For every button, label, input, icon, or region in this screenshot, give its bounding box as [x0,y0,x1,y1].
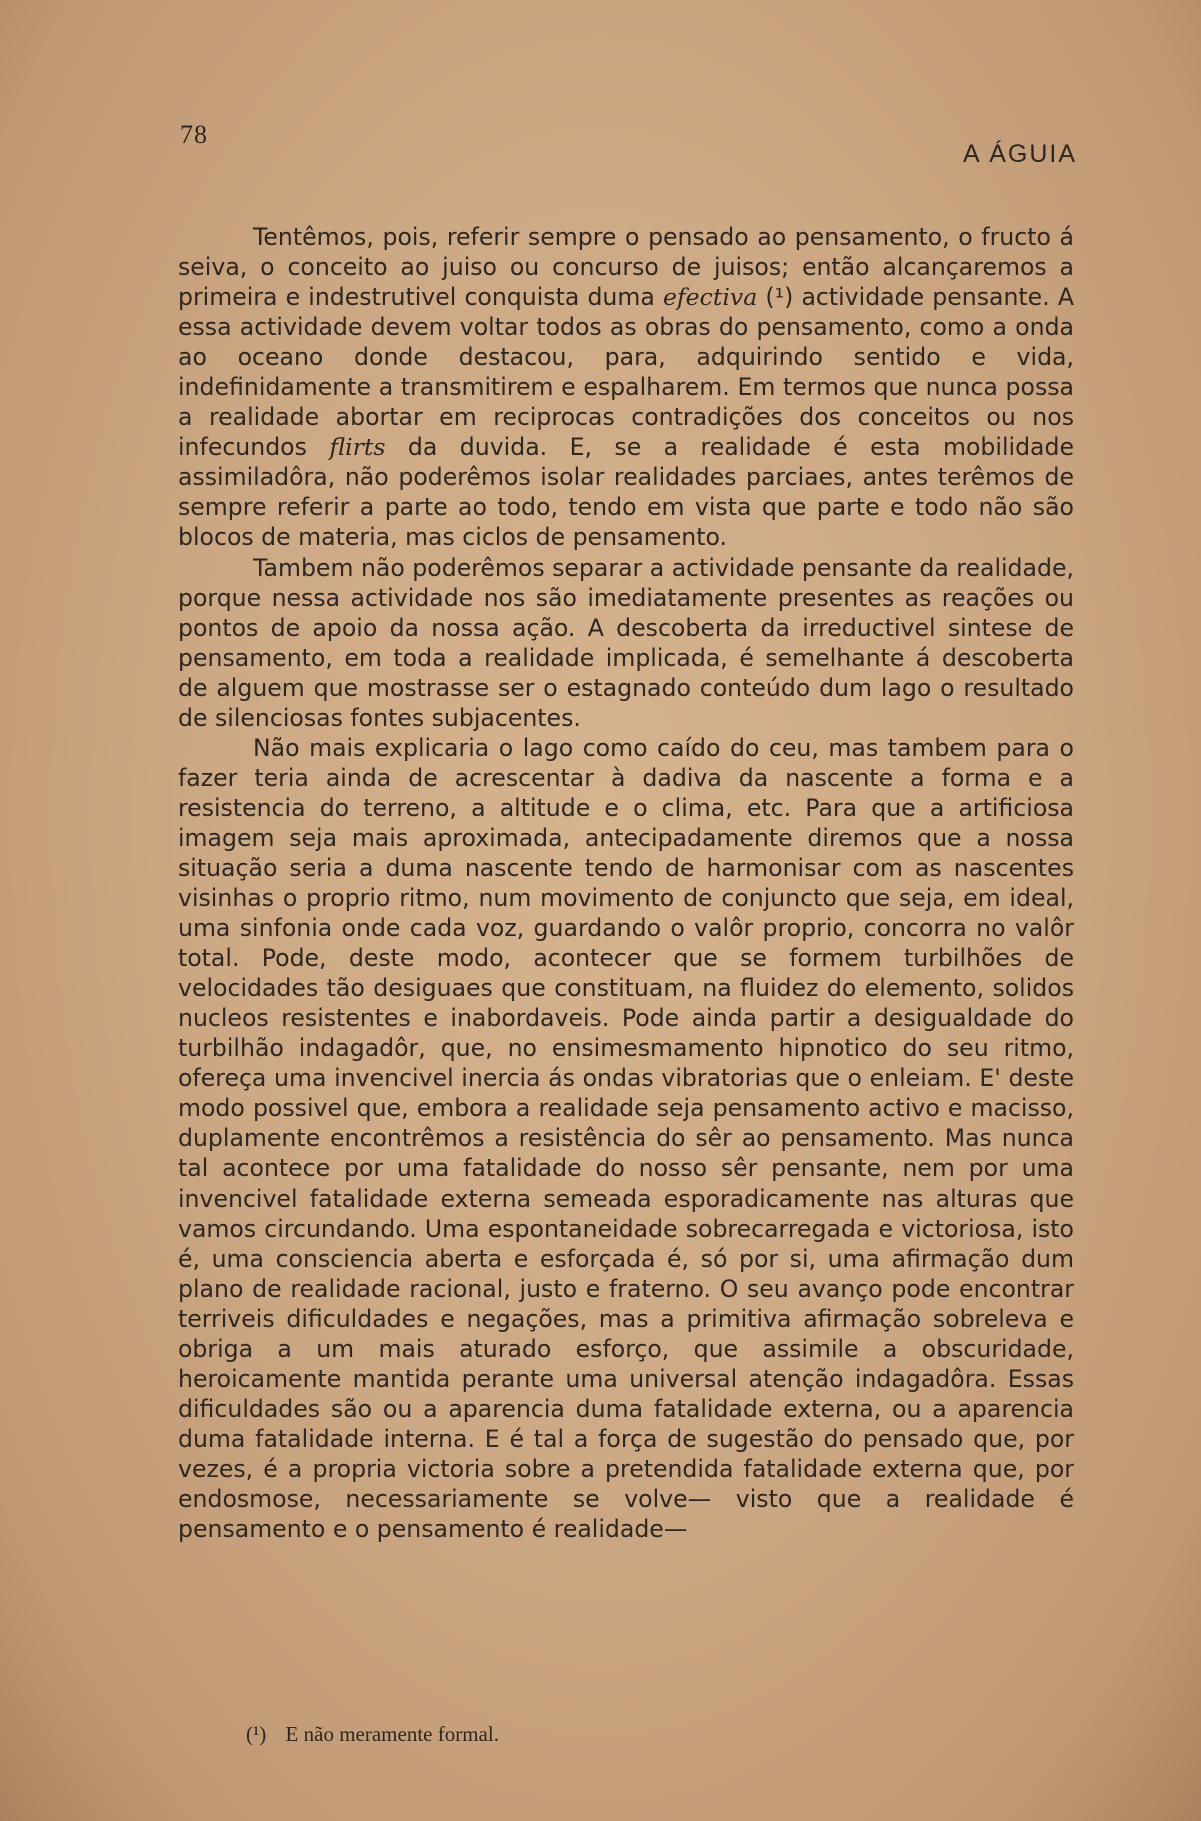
page-number: 78 [180,120,208,149]
journal-title: A ÁGUIA [962,140,1077,168]
footnote [246,1722,499,1747]
p1-italic-flirts: flirts [329,433,386,462]
footnote-mark: (¹) [246,1722,267,1746]
paragraph-1 [178,222,1074,553]
footnote-text: E não meramente formal. [285,1722,499,1746]
paragraph-2: Tambem não poderêmos separar a actividade pensante da realidade, porque nessa actividade nos são imediatamente presentes as reações ou pontos de apoio da nossa ação. A descoberta da irreductivel sintese de pensamento, em toda a realidade implicada, é semelhante á descoberta de alguem que mostrasse ser o estagnado conteúdo dum lago o resultado de silenciosas fontes subjacentes. [178,553,1074,732]
p1-italic-efectiva: efectiva [662,283,758,312]
p1-text-c: da duvida. E, se a realidade é esta mobilidade assimiladôra, não poderêmos isolar realidades parciaes, antes terêmos de sempre referir a parte ao todo, tendo em vista que parte e todo não são blocos de materia, mas ciclos de pensamento. [178,433,1074,552]
footnote-reference: (¹) [765,283,794,312]
p1-text-a: Tentêmos, pois, referir sempre o pensado ao pensamento, o fructo á seiva, o conceito ao juiso ou concurso de juisos; então alcançaremos a primeira e indestrutivel conquista duma [178,223,1074,312]
running-head [180,120,1077,170]
paragraph-3: Não mais explicaria o lago como caído do ceu, mas tambem para o fazer teria ainda de acrescentar à dadiva da nascente a forma e a resistencia do terreno, a altitude e o clima, etc. Para que a artificiosa imagem seja mais aproximada, antecipadamente diremos que a nossa situação seria a duma nascente tendo de harmonisar com as nascentes visinhas o proprio ritmo, num movimento de conjuncto que seja, em ideal, uma sinfonia onde cada voz, guardando o valôr proprio, concorra no valôr total. Pode, deste modo, acontecer que se formem turbilhões de velocidades tão desiguaes que constituam, na fluidez do elemento, solidos nucleos resistentes e inabordaveis. Pode ainda partir a desigualdade do turbilhão indagadôr, que, no ensimesmamento hipnotico do seu ritmo, ofereça uma invencivel inercia ás ondas vibratorias que o enleiam. E' deste modo possivel que, embora a realidade seja pensamento activo e macisso, duplamente encontrêmos a resistência do sêr ao pensamento. Mas nunca tal acontece por uma fatalidade do nosso sêr pensante, nem por uma invencivel fatalidade externa semeada esporadicamente nas alturas que vamos circundando. Uma espontaneidade sobrecarregada e victoriosa, isto é, uma consciencia aberta e esforçada é, só por si, uma afirmação dum plano de realidade racional, justo e fraterno. O seu avanço pode encontrar terriveis dificuldades e negações, mas a primitiva afirmação sobreleva e obriga a um mais aturado esforço, que assimile a obscuridade, heroicamente mantida perante uma universal atenção indagadôra. Essas dificuldades são ou a aparencia duma fatalidade externa, ou a aparencia duma fatalidade interna. E é tal a força de sugestão do pensado que, por vezes, é a propria victoria sobre a pretendida fatalidade externa que, por endosmose, necessariamente se volve— visto que a realidade é pensamento e o pensamento é realidade— [178,733,1074,1544]
body-text [178,222,1074,1544]
p1-text-b: actividade pensante. A essa actividade devem voltar todos as obras do pensamento, como a onda ao oceano donde destacou, para, adquirindo sentido e vida, indefinidamente a transmitirem e espalharem. Em termos que nunca possa a realidade abortar em reciprocas contradições dos conceitos ou nos infecundos [178,283,1074,462]
